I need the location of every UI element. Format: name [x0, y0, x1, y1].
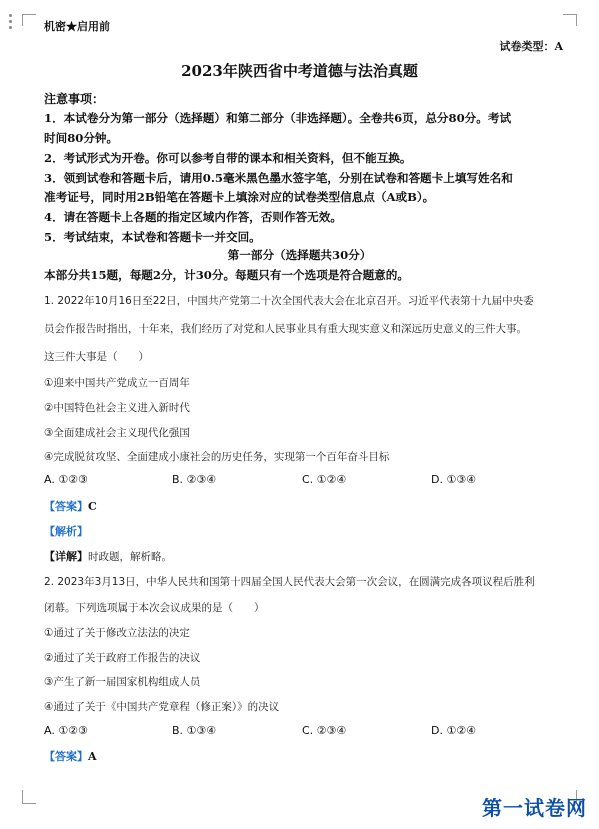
crop-mark: [22, 803, 36, 804]
q1-item: ④完成脱贫攻坚、全面建成小康社会的历史任务，实现第一个百年奋斗目标: [44, 451, 390, 463]
answer-value: A: [88, 750, 97, 763]
q1-option-b: B. ②③④: [172, 473, 217, 486]
answer-tag: 【答案】: [44, 500, 88, 513]
q1-stem: 员会作报告时指出，十年来，我们经历了对党和人民事业具有重大现实意义和深远历史意义的三件大事。: [44, 323, 527, 335]
page-title: 2023年陕西省中考道德与法治真题: [181, 62, 418, 80]
q2-item: ③产生了新一届国家机构组成人员: [44, 676, 201, 688]
notice-item: 准考证号，同时用2B铅笔在答题卡上填涂对应的试卷类型信息点（A或B）。: [44, 190, 435, 204]
q1-answer: [44, 498, 97, 514]
crop-mark: [563, 14, 577, 15]
notice-item: 时间80分钟。: [44, 131, 119, 145]
q1-item: ③全面建成社会主义现代化强国: [44, 427, 190, 439]
analysis-tag: 【解析】: [44, 525, 88, 538]
q1-option-a: A. ①②③: [44, 473, 88, 486]
q2-answer: [44, 748, 97, 764]
q1-item: ②中国特色社会主义进入新时代: [44, 402, 190, 414]
paper-type: 试卷类型：A: [499, 40, 563, 53]
q2-option-c: C. ②③④: [302, 724, 347, 737]
q2-item: ④通过了关于《中国共产党章程（修正案）》的决议: [44, 701, 280, 713]
q1-analysis: [44, 523, 88, 539]
answer-tag: 【答案】: [44, 750, 88, 763]
notice-item: 4．请在答题卡上各题的指定区域内作答，否则作答无效。: [44, 210, 342, 224]
q2-option-d: D. ①②④: [431, 724, 477, 737]
answer-value: C: [88, 500, 97, 513]
crop-mark: [576, 14, 577, 26]
q2-item: ①通过了关于修改立法法的决定: [44, 627, 190, 639]
q2-item: ②通过了关于政府工作报告的决议: [44, 652, 201, 664]
secret-label: 机密★启用前: [44, 20, 110, 33]
q1-detail: [44, 548, 172, 564]
q1-item: ①迎来中国共产党成立一百周年: [44, 377, 190, 389]
detail-text: 时政题，解析略。: [88, 551, 172, 563]
q2-stem: 闭幕。下列选项属于本次会议成果的是（ ）: [44, 602, 265, 614]
notice-heading: 注意事项：: [44, 92, 105, 106]
notice-item: 1．本试卷分为第一部分（选择题）和第二部分（非选择题）。全卷共6页，总分80分。考试: [44, 111, 512, 125]
q2-option-b: B. ①③④: [172, 724, 217, 737]
q1-option-c: C. ①②④: [302, 473, 347, 486]
q1-option-d: D. ①③④: [431, 473, 477, 486]
detail-tag: 【详解】: [44, 550, 88, 563]
crop-mark: [22, 14, 36, 15]
crop-mark: [22, 790, 23, 804]
part1-desc: 本部分共15题，每题2分，计30分。每题只有一个选项是符合题意的。: [44, 268, 409, 282]
notice-item: 2．考试形式为开卷。你可以参考自带的课本和相关资料，但不能互换。: [44, 151, 412, 165]
crop-mark: [22, 14, 23, 26]
q1-stem: 1. 2022年10月16日至22日，中国共产党第二十次全国代表大会在北京召开。习近平代表第十九届中央委: [44, 295, 534, 307]
q2-option-a: A. ①②③: [44, 724, 88, 737]
site-watermark: 第一试卷网: [482, 796, 587, 820]
part1-heading: 第一部分（选择题共30分）: [227, 248, 372, 262]
notice-item: 5．考试结束，本试卷和答题卡一并交回。: [44, 230, 261, 244]
q1-stem: 这三件大事是（ ）: [44, 351, 149, 363]
q2-stem: 2. 2023年3月13日，中华人民共和国第十四届全国人民代表大会第一次会议，在圆满完成各项议程后胜利: [44, 576, 535, 588]
notice-item: 3．领到试卷和答题卡后，请用0.5毫米黑色墨水签字笔，分别在试卷和答题卡上填写姓名和: [44, 171, 513, 185]
drag-handle-icon: [9, 14, 15, 36]
